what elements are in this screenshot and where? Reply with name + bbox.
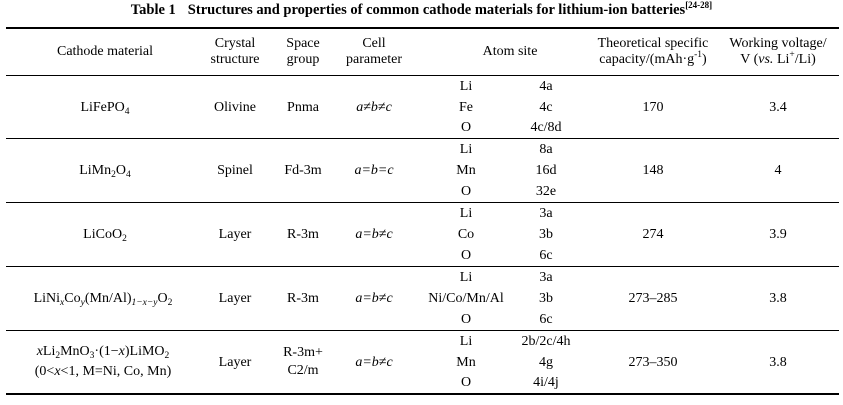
crystal-structure-cell: Olivine (214, 99, 256, 115)
header-working-voltage: Working voltage/ V (vs. Li+/Li) (729, 36, 827, 67)
header-cathode-material: Cathode material (56, 44, 154, 59)
atom-name: Mn (456, 354, 476, 370)
voltage-cell: 3.8 (769, 291, 787, 306)
cathode-material-cell: $LiMn_2O_4$ (79, 163, 131, 180)
voltage-cell: 3.9 (769, 227, 787, 242)
cathode-material-cell: $LiNi_xCo_y(Mn/Al)_{1-x-y}O_2$ (33, 291, 173, 308)
space-group-cell: Fd-3m (284, 163, 322, 178)
atom-name: Li (459, 142, 473, 157)
header-theoretical-capacity: Theoretical specific capacity/$(mAh\cdot g^{-1})$ (597, 36, 709, 67)
wyckoff-site: 4c/8d (530, 120, 562, 136)
wyckoff-site: 4c (539, 99, 553, 115)
voltage-cell: 4 (774, 163, 782, 178)
atom-name: O (460, 375, 472, 391)
cell-parameter-cell: a=b≠c (355, 227, 393, 242)
header-cell-parameter: Cell parameter (346, 36, 402, 67)
capacity-cell: 274 (642, 227, 664, 242)
cell-parameter-cell: a=b≠c (355, 291, 393, 306)
crystal-structure-cell: Spinel (217, 163, 253, 178)
capacity-cell: 273–350 (628, 354, 678, 370)
crystal-structure-cell: Layer (218, 227, 252, 242)
table-bottom-rule (6, 393, 839, 395)
wyckoff-site: 4a (539, 78, 553, 94)
caption-title: Structures and properties of common cathode materials for lithium-ion batteries (187, 2, 686, 18)
crystal-structure-cell: Layer (218, 354, 252, 370)
atom-name: Co (457, 227, 475, 242)
caption-reference: [24-28] (685, 0, 713, 11)
space-group-cell: R-3m+ C2/m (283, 345, 323, 378)
atom-name: O (460, 120, 472, 136)
cell-parameter-cell: a≠b≠c (356, 99, 392, 115)
atom-name: Li (459, 78, 473, 94)
cathode-material-cell: LiCoO$_2$ (83, 227, 127, 244)
wyckoff-site: 6c (539, 312, 553, 327)
cell-parameter-cell: a=b=c (354, 163, 394, 178)
atom-name: Li (459, 270, 473, 285)
atom-name: O (460, 312, 472, 327)
wyckoff-site: 3a (539, 206, 553, 221)
atom-name: Ni/Co/Mn/Al (428, 291, 504, 306)
caption-label: Table 1 (130, 2, 176, 18)
wyckoff-site: 32e (535, 184, 557, 199)
wyckoff-site: 4i/4j (533, 375, 559, 391)
wyckoff-site: 4g (539, 354, 553, 370)
voltage-cell: 3.4 (769, 99, 787, 115)
space-group-cell: Pnma (287, 99, 319, 115)
wyckoff-site: 8a (539, 142, 553, 157)
atom-name: Li (459, 206, 473, 221)
cathode-material-cell: xLi$_2$MnO$_3$·(1−x)LiMO$_2$ (0<x<1, M=Ni, Co, Mn) (34, 344, 172, 379)
cathode-material-cell: LiFePO$_4$ (80, 99, 130, 117)
atom-name: Mn (456, 163, 476, 178)
wyckoff-site: 16d (535, 163, 557, 178)
wyckoff-site: 3b (539, 291, 553, 306)
wyckoff-site: 3a (539, 270, 553, 285)
header-space-group: Space group (286, 36, 320, 67)
space-group-cell: R-3m (287, 227, 319, 242)
wyckoff-site: 6c (539, 248, 553, 263)
cell-parameter-cell: a=b≠c (355, 354, 393, 370)
capacity-cell: 148 (642, 163, 664, 178)
atom-name: Fe (459, 99, 473, 115)
wyckoff-site: 2b/2c/4h (521, 333, 571, 349)
voltage-cell: 3.8 (769, 354, 787, 370)
capacity-cell: 273–285 (628, 291, 678, 306)
capacity-cell: 170 (642, 99, 664, 115)
header-crystal-structure: Crystal structure (210, 36, 260, 67)
crystal-structure-cell: Layer (218, 291, 252, 306)
table-caption (0, 2, 843, 19)
space-group-cell: R-3m (287, 291, 319, 306)
header-atom-site: Atom site (482, 44, 538, 59)
wyckoff-site: 3b (539, 227, 553, 242)
atom-name: O (460, 184, 472, 199)
atom-name: O (460, 248, 472, 263)
atom-name: Li (459, 333, 473, 349)
